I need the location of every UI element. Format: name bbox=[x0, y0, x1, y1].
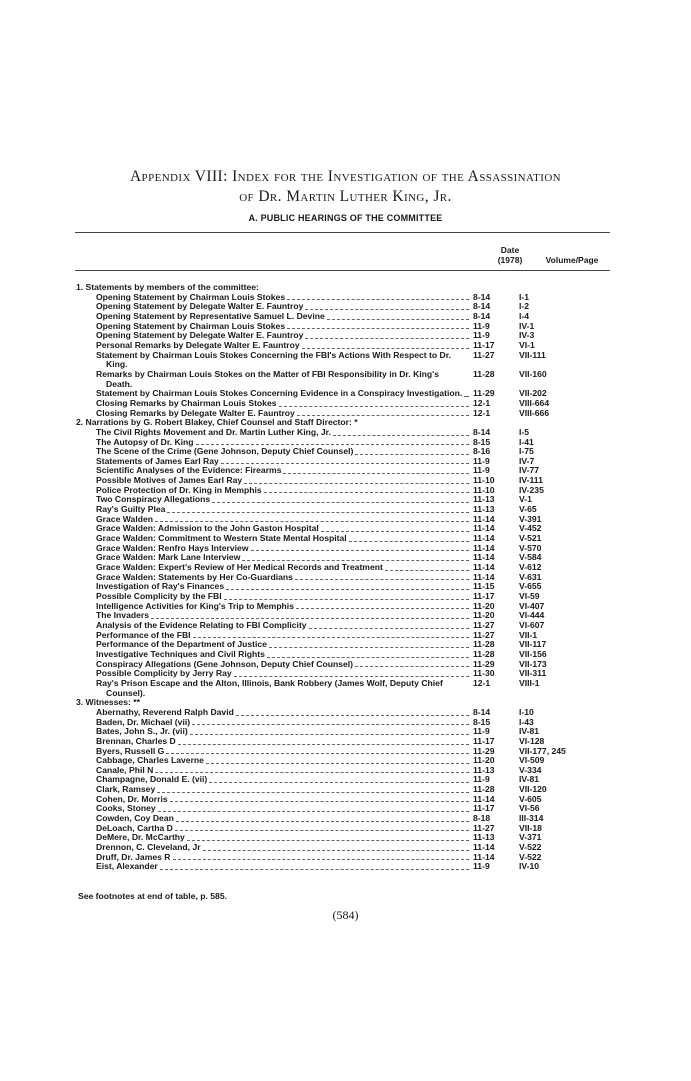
entry-label: Druff, Dr. James R bbox=[96, 851, 171, 862]
entry-label: Cabbage, Charles Laverne bbox=[96, 755, 204, 766]
entry-volume-page: VII-156 bbox=[519, 648, 547, 659]
dot-leader bbox=[264, 492, 469, 493]
entry-volume-page: VII-173 bbox=[519, 658, 547, 669]
entry-label: Opening Statement by Delegate Walter E. Fauntroy bbox=[96, 330, 304, 341]
table-row bbox=[76, 351, 616, 370]
entry-volume-page: V-522 bbox=[519, 851, 542, 862]
entry-volume-page: VI-128 bbox=[519, 735, 545, 746]
dot-leader bbox=[206, 763, 469, 764]
entry-volume-page: VII-311 bbox=[519, 668, 547, 679]
entry-date: 11-9 bbox=[473, 465, 490, 476]
entry-date: 11-13 bbox=[473, 504, 495, 515]
entry-volume-page: VI-444 bbox=[519, 610, 545, 621]
entry-volume-page: VII-18 bbox=[519, 822, 542, 833]
date-column-header bbox=[490, 245, 530, 265]
entry-date: 11-29 bbox=[473, 658, 495, 669]
dot-leader bbox=[175, 830, 469, 831]
dot-leader bbox=[267, 657, 469, 658]
entry-label: Opening Statement by Delegate Walter E. Fauntroy bbox=[96, 301, 304, 312]
dot-leader bbox=[155, 772, 469, 773]
section-subtitle: A. PUBLIC HEARINGS OF THE COMMITTEE bbox=[248, 213, 443, 223]
entry-date: 11-28 bbox=[473, 639, 495, 650]
section-heading: 1. Statements by members of the committee: bbox=[76, 282, 259, 292]
entry-volume-page: V-612 bbox=[519, 562, 542, 573]
entry-volume-page: VI-509 bbox=[519, 755, 545, 766]
entry-date: 11-29 bbox=[473, 388, 495, 399]
entry-label: Brennan, Charles D bbox=[96, 735, 176, 746]
entry-label: Statements of James Earl Ray bbox=[96, 455, 219, 466]
entry-date: 11-9 bbox=[473, 320, 490, 331]
entry-label: Clark, Ramsey bbox=[96, 784, 156, 795]
entry-label: Performance of the FBI bbox=[96, 629, 191, 640]
entry-label: Analysis of the Evidence Relating to FBI Complicity bbox=[96, 619, 307, 630]
dot-leader bbox=[242, 560, 469, 561]
entry-date: 11-14 bbox=[473, 562, 495, 573]
entry-volume-page: VII-160 bbox=[519, 368, 547, 379]
dot-leader bbox=[234, 676, 469, 677]
entry-label: Cowden, Coy Dean bbox=[96, 813, 174, 824]
entry-volume-page: V-584 bbox=[519, 552, 542, 563]
entry-date: 11-14 bbox=[473, 533, 495, 544]
entry-volume-page: VI-1 bbox=[519, 339, 535, 350]
dot-leader bbox=[296, 608, 469, 609]
dot-leader bbox=[309, 628, 469, 629]
entry-date: 11-20 bbox=[473, 755, 495, 766]
entry-label: Champagne, Donald E. (vii) bbox=[96, 774, 208, 785]
dot-leader bbox=[155, 521, 469, 522]
entry-date: 11-27 bbox=[473, 629, 495, 640]
entry-date: 11-29 bbox=[473, 745, 495, 756]
entry-date: 11-30 bbox=[473, 668, 495, 679]
entry-date: 11-28 bbox=[473, 784, 495, 795]
entry-volume-page: III-314 bbox=[519, 813, 544, 824]
entry-volume-page: VI-407 bbox=[519, 600, 545, 611]
dot-leader bbox=[355, 454, 469, 455]
appendix-title: Appendix VIII: Index for the Investigation of the Assassination bbox=[129, 168, 562, 185]
section-heading: 2. Narrations by G. Robert Blakey, Chief Counsel and Staff Director: * bbox=[76, 417, 358, 428]
entry-label: Ray's Prison Escape and the Alton, Illinois, Bank Robbery (James Wolf, Deputy Chief Counsel). bbox=[96, 677, 443, 698]
entry-label-cell bbox=[76, 370, 473, 389]
entry-label: Byers, Russell G bbox=[96, 745, 165, 756]
entry-label: DeLoach, Cartha D bbox=[96, 822, 173, 833]
entry-date: 11-14 bbox=[473, 571, 495, 582]
entry-volume-page: VII-111 bbox=[519, 349, 546, 360]
entry-volume-page: VII-177, 245 bbox=[519, 745, 566, 756]
dot-leader bbox=[295, 579, 469, 580]
entry-date: 8-14 bbox=[473, 301, 491, 312]
dot-leader bbox=[349, 541, 469, 542]
dot-leader bbox=[224, 599, 469, 600]
dot-leader bbox=[385, 570, 469, 571]
entry-volume-page: IV-81 bbox=[519, 774, 540, 785]
entry-date: 8-16 bbox=[473, 446, 491, 457]
entry-volume-page: VII-117 bbox=[519, 639, 547, 650]
entry-date: 11-9 bbox=[473, 455, 490, 466]
dot-leader bbox=[279, 406, 469, 407]
entry-label: DeMere, Dr. McCarthy bbox=[96, 832, 185, 843]
entry-date: 11-10 bbox=[473, 484, 495, 495]
dot-leader bbox=[327, 319, 469, 320]
entry-date: 11-17 bbox=[473, 735, 495, 746]
dot-leader bbox=[187, 840, 469, 841]
entry-volume-page: VII-202 bbox=[519, 388, 547, 399]
section-heading: 3. Witnesses: ** bbox=[76, 697, 140, 708]
dot-leader bbox=[160, 869, 469, 870]
entry-label: Opening Statement by Chairman Louis Stokes bbox=[96, 320, 286, 331]
entry-volume-page: V-522 bbox=[519, 842, 542, 853]
entry-date: 11-9 bbox=[473, 774, 490, 785]
entry-volume-page: I-5 bbox=[519, 426, 530, 437]
entry-volume-page: V-655 bbox=[519, 581, 542, 592]
entry-label: Remarks by Chairman Louis Stokes on the Matter of FBI Responsibility in Dr. King's Death. bbox=[96, 368, 439, 389]
volume-column-header: Volume/Page bbox=[545, 255, 599, 265]
entry-label: Investigative Techniques and Civil Rights bbox=[96, 648, 265, 659]
entry-date: 11-28 bbox=[473, 368, 495, 379]
entry-label: Personal Remarks by Delegate Walter E. Fauntroy bbox=[96, 339, 300, 350]
entry-date: 11-9 bbox=[473, 330, 490, 341]
entry-volume-page: V-334 bbox=[519, 764, 542, 775]
entry-label: Possible Motives of James Earl Ray bbox=[96, 475, 243, 486]
index-table bbox=[76, 283, 616, 872]
dot-leader bbox=[157, 792, 469, 793]
dot-leader bbox=[244, 483, 469, 484]
divider bbox=[75, 270, 610, 271]
entry-date: 11-13 bbox=[473, 764, 495, 775]
dot-leader bbox=[464, 396, 469, 397]
entry-date: 11-17 bbox=[473, 803, 495, 814]
entry-label: Possible Complicity by the FBI bbox=[96, 591, 222, 601]
entry-label: The Autopsy of Dr. King bbox=[96, 436, 194, 447]
entry-label: Statement by Chairman Louis Stokes Concerning Evidence in a Conspiracy Investigation. bbox=[96, 388, 463, 399]
entry-date: 11-17 bbox=[473, 339, 495, 350]
dot-leader bbox=[302, 348, 469, 349]
entry-label: Two Conspiracy Allegations bbox=[96, 494, 211, 505]
entry-volume-page: VI-56 bbox=[519, 803, 540, 814]
entry-label: Statement by Chairman Louis Stokes Concerning the FBI's Actions With Respect to Dr. King. bbox=[96, 349, 451, 370]
table-row bbox=[76, 862, 616, 872]
entry-volume-page: VII-1 bbox=[519, 629, 538, 640]
dot-leader bbox=[176, 821, 469, 822]
dot-leader bbox=[321, 531, 469, 532]
dot-leader bbox=[173, 859, 469, 860]
entry-date: 12-1 bbox=[473, 397, 491, 408]
entry-label: Grace Walden: Admission to the John Gaston Hospital bbox=[96, 523, 319, 534]
entry-date: 11-27 bbox=[473, 822, 495, 833]
entry-label: Grace Walden: Expert's Review of Her Medical Records and Treatment bbox=[96, 562, 383, 573]
dot-leader bbox=[305, 309, 469, 310]
entry-label: The Invaders bbox=[96, 610, 150, 621]
entry-label: Grace Walden: Mark Lane Interview bbox=[96, 552, 241, 563]
date-header-year: (1978) bbox=[497, 255, 523, 265]
dot-leader bbox=[151, 618, 469, 619]
dot-leader bbox=[251, 550, 469, 551]
entry-label: Grace Walden: Renfro Hays Interview bbox=[96, 542, 249, 553]
footnote-reference: See footnotes at end of table, p. 585. bbox=[78, 891, 227, 901]
entry-volume-page: I-41 bbox=[519, 436, 534, 447]
entry-date: 11-9 bbox=[473, 861, 490, 872]
appendix-title-line2: of Dr. Martin Luther King, Jr. bbox=[239, 188, 452, 205]
entry-date: 11-14 bbox=[473, 542, 495, 553]
entry-date: 11-14 bbox=[473, 851, 495, 862]
entry-date: 11-20 bbox=[473, 600, 495, 611]
dot-leader bbox=[226, 589, 469, 590]
entry-volume-page: I-10 bbox=[519, 706, 534, 717]
entry-date: 8-14 bbox=[473, 291, 491, 302]
entry-volume-page: VIII-666 bbox=[519, 407, 550, 418]
entry-label: Abernathy, Reverend Ralph David bbox=[96, 706, 234, 717]
entry-label: Intelligence Activities for King's Trip to Memphis bbox=[96, 600, 294, 611]
entry-date: 11-14 bbox=[473, 793, 495, 804]
entry-label-cell bbox=[76, 862, 473, 872]
page-number: (584) bbox=[332, 908, 359, 922]
entry-label: Bates, John S., Jr. (vii) bbox=[96, 726, 188, 737]
entry-label: Grace Walden: Commitment to Western State Mental Hospital bbox=[96, 533, 347, 544]
entry-date: 8-18 bbox=[473, 813, 491, 824]
entry-volume-page: I-43 bbox=[519, 716, 534, 727]
entry-date: 11-10 bbox=[473, 475, 495, 486]
entry-label: Ray's Guilty Plea bbox=[96, 504, 166, 515]
entry-volume-page: V-452 bbox=[519, 523, 542, 534]
entry-volume-page: IV-3 bbox=[519, 330, 535, 341]
entry-volume-page: IV-7 bbox=[519, 455, 535, 466]
dot-leader bbox=[287, 328, 469, 329]
dot-leader bbox=[305, 338, 469, 339]
entry-label: Canale, Phil N bbox=[96, 764, 154, 775]
entry-volume-page: V-1 bbox=[519, 494, 532, 505]
dot-leader bbox=[209, 782, 469, 783]
dot-leader bbox=[269, 647, 469, 648]
entry-date: 11-14 bbox=[473, 552, 495, 563]
entry-volume-page: V-521 bbox=[519, 533, 542, 544]
entry-volume-page: V-605 bbox=[519, 793, 542, 804]
dot-leader bbox=[193, 637, 469, 638]
entry-volume-page: V-65 bbox=[519, 504, 537, 515]
dot-leader bbox=[190, 734, 469, 735]
entry-label: Conspiracy Allegations (Gene Johnson, Deputy Chief Counsel) bbox=[96, 658, 354, 669]
entry-volume-page: IV-111 bbox=[519, 475, 543, 486]
entry-date: 11-15 bbox=[473, 581, 495, 592]
date-header-label: Date bbox=[500, 245, 520, 255]
entry-label: Investigation of Ray's Finances bbox=[96, 581, 225, 592]
entry-volume-page: VIII-1 bbox=[519, 677, 540, 688]
entry-label: Cooks, Stoney bbox=[96, 803, 156, 814]
entry-volume-page: I-1 bbox=[519, 291, 530, 302]
entry-label: Police Protection of Dr. King in Memphis bbox=[96, 484, 262, 495]
entry-volume-page: V-570 bbox=[519, 542, 542, 553]
entry-date: 11-13 bbox=[473, 832, 495, 843]
entry-date: 11-14 bbox=[473, 513, 495, 524]
entry-volume-page: IV-81 bbox=[519, 726, 540, 737]
entry-label: Baden, Dr. Michael (vii) bbox=[96, 716, 191, 727]
entry-volume-page: I-75 bbox=[519, 446, 534, 457]
table-row bbox=[76, 679, 616, 698]
entry-label: Closing Remarks by Chairman Louis Stokes bbox=[96, 397, 277, 408]
entry-label: Scientific Analyses of the Evidence: Firearms bbox=[96, 465, 282, 476]
entry-label: The Scene of the Crime (Gene Johnson, Deputy Chief Counsel) bbox=[96, 446, 354, 457]
entry-date: 8-15 bbox=[473, 716, 491, 727]
dot-leader bbox=[297, 415, 469, 416]
entry-volume-page: VIII-664 bbox=[519, 397, 550, 408]
entry-volume-page: V-631 bbox=[519, 571, 542, 582]
entry-volume-page: IV-77 bbox=[519, 465, 540, 476]
entry-date: 11-27 bbox=[473, 619, 495, 630]
dot-leader bbox=[192, 724, 469, 725]
entry-label: The Civil Rights Movement and Dr. Martin Luther King, Jr. bbox=[96, 426, 331, 437]
entry-label: Drennon, C. Cleveland, Jr bbox=[96, 842, 201, 853]
entry-date: 11-13 bbox=[473, 494, 495, 505]
entry-date: 11-27 bbox=[473, 349, 495, 360]
entry-date: 11-17 bbox=[473, 591, 495, 601]
entry-volume-page: I-4 bbox=[519, 310, 530, 321]
entry-volume-page: V-391 bbox=[519, 513, 542, 524]
entry-date: 11-9 bbox=[473, 726, 490, 737]
entry-label: Opening Statement by Representative Samuel L. Devine bbox=[96, 310, 325, 321]
dot-leader bbox=[203, 850, 469, 851]
dot-leader bbox=[221, 463, 469, 464]
dot-leader bbox=[333, 435, 469, 436]
dot-leader bbox=[166, 753, 469, 754]
entry-label: Opening Statement by Chairman Louis Stokes bbox=[96, 291, 286, 302]
entry-date: 8-14 bbox=[473, 706, 491, 717]
entry-label-cell bbox=[76, 679, 473, 698]
dot-leader bbox=[212, 502, 469, 503]
divider bbox=[75, 232, 610, 233]
table-row bbox=[76, 370, 616, 389]
entry-date: 12-1 bbox=[473, 407, 491, 418]
entry-date: 11-14 bbox=[473, 842, 495, 853]
entry-volume-page: VI-607 bbox=[519, 619, 545, 630]
entry-volume-page: IV-235 bbox=[519, 484, 544, 495]
dot-leader bbox=[167, 512, 469, 513]
entry-label: Closing Remarks by Delegate Walter E. Fauntroy bbox=[96, 407, 295, 418]
dot-leader bbox=[283, 473, 469, 474]
dot-leader bbox=[287, 299, 469, 300]
entry-volume-page: V-371 bbox=[519, 832, 542, 843]
entry-date: 8-14 bbox=[473, 426, 491, 437]
entry-volume-page: VII-120 bbox=[519, 784, 547, 795]
entry-label: Grace Walden bbox=[96, 513, 153, 524]
dot-leader bbox=[355, 666, 469, 667]
entry-label-cell bbox=[76, 351, 473, 370]
dot-leader bbox=[158, 811, 469, 812]
dot-leader bbox=[196, 444, 469, 445]
dot-leader bbox=[170, 801, 469, 802]
entry-date: 11-20 bbox=[473, 610, 495, 621]
entry-label: Grace Walden: Statements by Her Co-Guardians bbox=[96, 571, 293, 582]
entry-date: 11-28 bbox=[473, 648, 495, 659]
entry-volume-page: VI-59 bbox=[519, 591, 540, 601]
entry-date: 12-1 bbox=[473, 677, 491, 688]
dot-leader bbox=[178, 744, 469, 745]
entry-label: Possible Complicity by Jerry Ray bbox=[96, 668, 232, 679]
entry-volume-page: I-2 bbox=[519, 301, 530, 312]
entry-volume-page: IV-10 bbox=[519, 861, 540, 872]
entry-volume-page: IV-1 bbox=[519, 320, 535, 331]
entry-label: Cohen, Dr. Morris bbox=[96, 793, 168, 804]
entry-label: Eist, Alexander bbox=[96, 861, 158, 872]
entry-date: 8-14 bbox=[473, 310, 491, 321]
entry-date: 11-14 bbox=[473, 523, 495, 534]
entry-date: 8-15 bbox=[473, 436, 491, 447]
dot-leader bbox=[236, 715, 469, 716]
entry-label: Performance of the Department of Justice bbox=[96, 639, 267, 650]
